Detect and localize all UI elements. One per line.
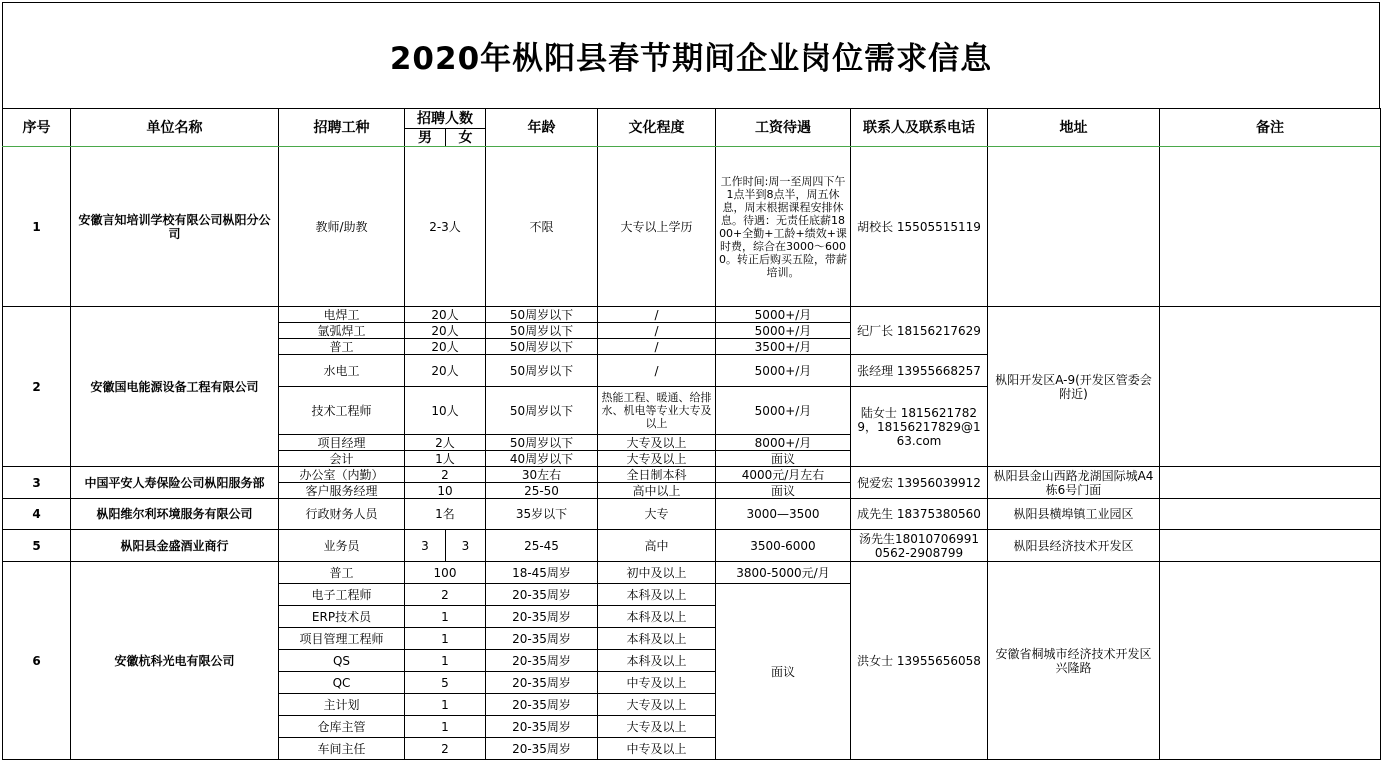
header-salary: 工资待遇 (716, 109, 851, 147)
age-cell: 50周岁以下 (486, 339, 598, 355)
seq-cell: 6 (3, 562, 71, 760)
seq-cell: 4 (3, 499, 71, 530)
age-cell: 20-35周岁 (486, 650, 598, 672)
age-cell: 35岁以下 (486, 499, 598, 530)
company-cell: 枞阳维尔利环境服务有限公司 (71, 499, 279, 530)
age-cell: 20-35周岁 (486, 694, 598, 716)
count-cell: 5 (405, 672, 486, 694)
remark-cell (1160, 467, 1381, 499)
education-cell: 大专 (598, 499, 716, 530)
count-cell: 10 (405, 483, 486, 499)
count-cell: 2 (405, 738, 486, 760)
company-cell: 枞阳县金盛酒业商行 (71, 530, 279, 562)
header-company: 单位名称 (71, 109, 279, 147)
table-row (3, 530, 1381, 562)
education-cell: 大专及以上 (598, 694, 716, 716)
job-cell: 氩弧焊工 (279, 323, 405, 339)
count-cell: 1名 (405, 499, 486, 530)
count-cell: 1 (405, 606, 486, 628)
age-cell: 50周岁以下 (486, 435, 598, 451)
job-cell: 客户服务经理 (279, 483, 405, 499)
salary-cell: 5000+/月 (716, 307, 851, 323)
count-cell: 20人 (405, 339, 486, 355)
address-cell: 枞阳县金山西路龙湖国际城A4栋6号门面 (988, 467, 1160, 499)
education-cell: 大专及以上 (598, 435, 716, 451)
count-cell: 1人 (405, 451, 486, 467)
address-cell (988, 147, 1160, 307)
count-cell: 2人 (405, 435, 486, 451)
job-cell: 电子工程师 (279, 584, 405, 606)
job-cell: 教师/助教 (279, 147, 405, 307)
header-row (3, 109, 1381, 129)
company-cell: 安徽杭科光电有限公司 (71, 562, 279, 760)
count-cell: 10人 (405, 387, 486, 435)
education-cell: 大专及以上 (598, 716, 716, 738)
seq-cell: 1 (3, 147, 71, 307)
age-cell: 25-50 (486, 483, 598, 499)
header-job: 招聘工种 (279, 109, 405, 147)
count-cell: 1 (405, 650, 486, 672)
salary-cell: 3800-5000元/月 (716, 562, 851, 584)
age-cell: 20-35周岁 (486, 584, 598, 606)
salary-cell: 5000+/月 (716, 387, 851, 435)
education-cell: 大专以上学历 (598, 147, 716, 307)
age-cell: 20-35周岁 (486, 716, 598, 738)
education-cell: 高中以上 (598, 483, 716, 499)
job-table (2, 108, 1381, 760)
contact-cell: 陆女士 18156217829，18156217829@163.com (851, 387, 988, 467)
age-cell: 20-35周岁 (486, 628, 598, 650)
count-cell: 1 (405, 716, 486, 738)
salary-cell: 5000+/月 (716, 355, 851, 387)
age-cell: 50周岁以下 (486, 355, 598, 387)
education-cell: 高中 (598, 530, 716, 562)
salary-cell: 3500+/月 (716, 339, 851, 355)
salary-cell: 4000元/月左右 (716, 467, 851, 483)
remark-cell (1160, 307, 1381, 467)
contact-cell: 倪爱宏 13956039912 (851, 467, 988, 499)
header-remark: 备注 (1160, 109, 1381, 147)
job-cell: 项目经理 (279, 435, 405, 451)
education-cell: / (598, 355, 716, 387)
education-cell: 初中及以上 (598, 562, 716, 584)
age-cell: 不限 (486, 147, 598, 307)
count-cell: 20人 (405, 307, 486, 323)
job-cell: 电焊工 (279, 307, 405, 323)
selection-line (2, 146, 1380, 147)
company-cell: 中国平安人寿保险公司枞阳服务部 (71, 467, 279, 499)
age-cell: 50周岁以下 (486, 323, 598, 339)
job-cell: ERP技术员 (279, 606, 405, 628)
education-cell: / (598, 307, 716, 323)
company-cell: 安徽言知培训学校有限公司枞阳分公司 (71, 147, 279, 307)
age-cell: 20-35周岁 (486, 738, 598, 760)
education-cell: 本科及以上 (598, 650, 716, 672)
count-cell: 20人 (405, 355, 486, 387)
company-cell: 安徽国电能源设备工程有限公司 (71, 307, 279, 467)
address-cell: 安徽省桐城市经济技术开发区兴隆路 (988, 562, 1160, 760)
contact-cell: 纪厂长 18156217629 (851, 307, 988, 355)
job-cell: 行政财务人员 (279, 499, 405, 530)
count-cell: 100 (405, 562, 486, 584)
contact-cell: 胡校长 15505515119 (851, 147, 988, 307)
table-row (3, 562, 1381, 584)
address-cell: 枞阳县经济技术开发区 (988, 530, 1160, 562)
job-cell: 普工 (279, 339, 405, 355)
job-cell: QC (279, 672, 405, 694)
address-cell: 枞阳开发区A-9(开发区管委会附近) (988, 307, 1160, 467)
job-cell: 技术工程师 (279, 387, 405, 435)
education-cell: 热能工程、暖通、给排水、机电等专业大专及以上 (598, 387, 716, 435)
education-cell: / (598, 339, 716, 355)
education-cell: 本科及以上 (598, 628, 716, 650)
title-row (2, 2, 1380, 108)
job-cell: 会计 (279, 451, 405, 467)
seq-cell: 3 (3, 467, 71, 499)
header-count: 招聘人数 (405, 109, 486, 129)
salary-cell: 8000+/月 (716, 435, 851, 451)
remark-cell (1160, 499, 1381, 530)
table-row (3, 147, 1381, 307)
count-cell: 1 (405, 694, 486, 716)
age-cell: 30左右 (486, 467, 598, 483)
address-cell: 枞阳县横埠镇工业园区 (988, 499, 1160, 530)
header-education: 文化程度 (598, 109, 716, 147)
age-cell: 18-45周岁 (486, 562, 598, 584)
job-cell: 主计划 (279, 694, 405, 716)
count-cell: 2 (405, 467, 486, 483)
count-cell: 20人 (405, 323, 486, 339)
table-row (3, 467, 1381, 483)
remark-cell (1160, 562, 1381, 760)
age-cell: 50周岁以下 (486, 307, 598, 323)
contact-cell: 成先生 18375380560 (851, 499, 988, 530)
salary-cell: 面议 (716, 451, 851, 467)
age-cell: 40周岁以下 (486, 451, 598, 467)
male-count-cell: 3 (405, 530, 446, 562)
salary-cell: 5000+/月 (716, 323, 851, 339)
header-contact: 联系人及联系电话 (851, 109, 988, 147)
seq-cell: 2 (3, 307, 71, 467)
job-cell: 车间主任 (279, 738, 405, 760)
job-cell: 项目管理工程师 (279, 628, 405, 650)
header-age: 年龄 (486, 109, 598, 147)
header-female: 女 (446, 129, 486, 147)
education-cell: / (598, 323, 716, 339)
age-cell: 20-35周岁 (486, 606, 598, 628)
education-cell: 本科及以上 (598, 606, 716, 628)
contact-cell: 洪女士 13955656058 (851, 562, 988, 760)
count-cell: 1 (405, 628, 486, 650)
contact-cell: 汤先生18010706991 0562-2908799 (851, 530, 988, 562)
age-cell: 50周岁以下 (486, 387, 598, 435)
education-cell: 本科及以上 (598, 584, 716, 606)
seq-cell: 5 (3, 530, 71, 562)
header-address: 地址 (988, 109, 1160, 147)
job-cell: 普工 (279, 562, 405, 584)
job-cell: QS (279, 650, 405, 672)
job-cell: 仓库主管 (279, 716, 405, 738)
count-cell: 2 (405, 584, 486, 606)
education-cell: 中专及以上 (598, 672, 716, 694)
female-count-cell: 3 (446, 530, 486, 562)
table-row (3, 499, 1381, 530)
salary-cell: 3000—3500 (716, 499, 851, 530)
education-cell: 全日制本科 (598, 467, 716, 483)
education-cell: 中专及以上 (598, 738, 716, 760)
job-cell: 业务员 (279, 530, 405, 562)
count-cell: 2-3人 (405, 147, 486, 307)
remark-cell (1160, 530, 1381, 562)
salary-cell: 面议 (716, 584, 851, 760)
table-row (3, 307, 1381, 323)
page-title: 2020年枞阳县春节期间企业岗位需求信息 (389, 41, 993, 77)
age-cell: 20-35周岁 (486, 672, 598, 694)
salary-cell: 3500-6000 (716, 530, 851, 562)
header-seq: 序号 (3, 109, 71, 147)
header-male: 男 (405, 129, 446, 147)
age-cell: 25-45 (486, 530, 598, 562)
salary-cell: 面议 (716, 483, 851, 499)
education-cell: 大专及以上 (598, 451, 716, 467)
salary-cell: 工作时间:周一至周四下午1点半到8点半，周五休息，周末根据课程安排休息。待遇：无责任底薪1800+全勤+工龄+绩效+课时费，综合在3000～6000。转正后购买五险，带薪培训。 (716, 147, 851, 307)
contact-cell: 张经理 13955668257 (851, 355, 988, 387)
job-cell: 办公室（内勤） (279, 467, 405, 483)
job-cell: 水电工 (279, 355, 405, 387)
remark-cell (1160, 147, 1381, 307)
